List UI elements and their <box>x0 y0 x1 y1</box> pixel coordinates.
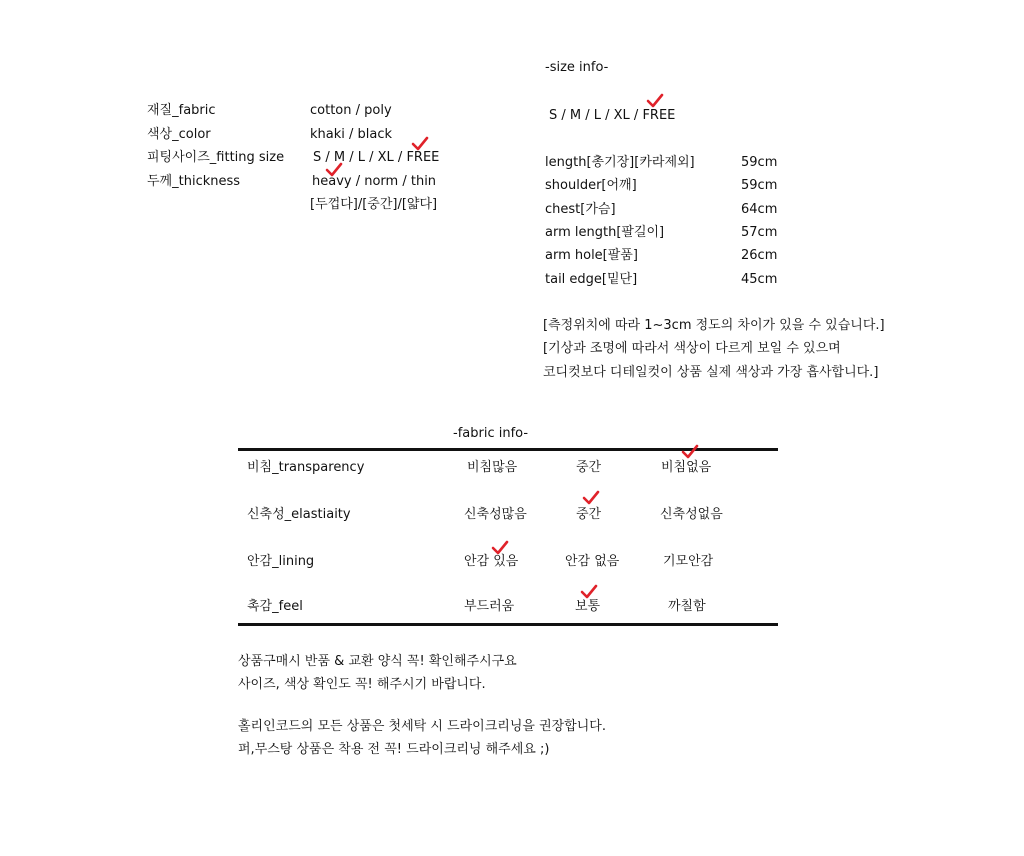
fabric-option: 기모안감 <box>663 554 714 569</box>
size-note-line: [기상과 조명에 따라서 색상이 다르게 보일 수 있으며 <box>543 341 841 356</box>
fabric-row-elasticity <box>238 505 778 525</box>
fabric-row-label: 안감_lining <box>247 554 315 569</box>
measure-value-arm-hole: 26cm <box>741 248 778 263</box>
check-mark-icon <box>645 93 665 109</box>
fabric-option: 비침없음 <box>661 460 712 475</box>
measure-value-shoulder: 59cm <box>741 178 778 193</box>
measure-value-chest: 64cm <box>741 202 778 217</box>
measure-label-chest: chest[가슴] <box>545 202 616 217</box>
spec-label-color: 색상_color <box>147 127 211 142</box>
size-info-heading: -size info- <box>545 60 609 75</box>
spec-label-fitting-size: 피팅사이즈_fitting size <box>147 150 285 165</box>
spec-label-fabric: 재질_fabric <box>147 103 216 118</box>
thickness-korean: [두껍다]/[중간]/[얇다] <box>310 197 438 212</box>
measure-label-tail-edge: tail edge[밑단] <box>545 272 638 287</box>
measure-label-arm-hole: arm hole[팔품] <box>545 248 638 263</box>
size-note-line: [측정위치에 따라 1~3cm 정도의 차이가 있을 수 있습니다.] <box>543 318 885 333</box>
measure-value-tail-edge: 45cm <box>741 272 778 287</box>
spec-value-fabric: cotton / poly <box>310 103 392 118</box>
spec-label-thickness: 두께_thickness <box>147 174 241 189</box>
measure-label-shoulder: shoulder[어깨] <box>545 178 637 193</box>
fabric-info-table <box>238 448 778 626</box>
footer-note-line: 퍼,무스탕 상품은 착용 전 꼭! 드라이크리닝 해주세요 ;) <box>238 742 550 757</box>
measure-value-arm-length: 57cm <box>741 225 778 240</box>
size-info-sizes: S / M / L / XL / FREE <box>549 108 676 123</box>
fabric-option: 중간 <box>576 507 602 522</box>
fabric-option: 부드러움 <box>464 599 515 614</box>
size-note-line: 코디컷보다 디테일컷이 상품 실제 색상과 가장 흡사합니다.] <box>543 365 879 380</box>
measure-label-arm-length: arm length[팔길이] <box>545 225 665 240</box>
measure-label-length: length[총기장][카라제외] <box>545 155 695 170</box>
fabric-row-feel <box>238 597 778 617</box>
spec-value-color: khaki / black <box>310 127 393 142</box>
fabric-option: 보통 <box>575 599 601 614</box>
footer-note-line: 사이즈, 색상 확인도 꼭! 해주시기 바랍니다. <box>238 677 486 692</box>
fabric-info-heading: -fabric info- <box>453 426 529 441</box>
fabric-row-label: 촉감_feel <box>247 599 303 614</box>
fabric-option: 중간 <box>576 460 602 475</box>
fabric-row-transparency <box>238 458 778 478</box>
fabric-row-label: 비침_transparency <box>247 460 365 475</box>
fabric-row-lining <box>238 552 778 572</box>
footer-note-line: 홀리인코드의 모든 상품은 첫세탁 시 드라이크리닝을 권장합니다. <box>238 719 606 734</box>
fabric-option: 비침많음 <box>467 460 518 475</box>
measure-value-length: 59cm <box>741 155 778 170</box>
fabric-row-label: 신축성_elastiaity <box>247 507 351 522</box>
fabric-option: 신축성없음 <box>660 507 723 522</box>
spec-value-fitting-size: S / M / L / XL / FREE <box>313 150 440 165</box>
fabric-option: 안감 있음 <box>464 554 519 569</box>
spec-value-thickness: heavy / norm / thin <box>312 174 437 189</box>
fabric-option: 신축성많음 <box>464 507 527 522</box>
footer-note-line: 상품구매시 반품 & 교환 양식 꼭! 확인해주시구요 <box>238 654 517 669</box>
fabric-option: 까칠함 <box>668 599 706 614</box>
fabric-option: 안감 없음 <box>565 554 620 569</box>
